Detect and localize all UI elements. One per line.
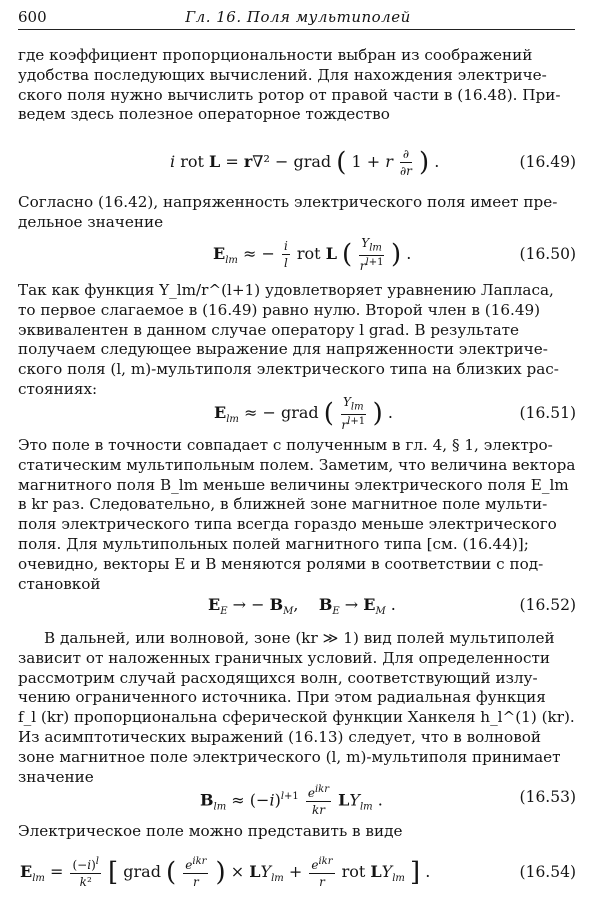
text-line: удобства последующих вычислений. Для нахождения электриче- [18,65,547,84]
text-line: очевидно, векторы E и B меняются ролями в соответствии с под- [18,554,544,573]
text-line: дельное значение [18,212,164,231]
text-line: f_l (kr) пропорциональна сферической функции Ханкеля h_l^(1) (kr). [18,708,575,727]
paragraph-6 [18,822,575,842]
equation-number: (16.53) [519,788,576,806]
text-line: где коэффициент пропорциональности выбран из соображений [18,46,533,64]
equation-number: (16.54) [519,863,576,881]
equation-16-54 [0,852,600,892]
text-line: статическим мультипольным полем. Заметим, что величина вектора [18,455,576,474]
text-line: в kr раз. Следовательно, в ближней зоне магнитное поле мульти- [18,495,548,514]
text-line: получаем следующее выражение для напряженности электриче- [18,340,548,359]
paragraph-5 [18,629,575,787]
equation-16-49 [0,142,600,182]
page-header [18,8,578,30]
text-line: ского поля нужно вычислить ротор от правой части в (16.48). При- [18,85,561,104]
equation-number: (16.49) [519,153,576,171]
formula: $E_{lm}$ ≈ − $\frac{i}{l}$ rot L ( $\frac{Y_{lm}}{r^{l+1}}$ ) . [213,235,412,274]
text-line: поля. Для мультипольных полей магнитного типа [см. (16.44)]; [18,534,529,553]
paragraph-4 [18,436,575,594]
text-line: ведем здесь полезное операторное тождество [18,105,390,124]
text-line: Электрическое поле можно представить в виде [18,822,403,840]
text-line: Из асимптотических выражений (16.13) следует, что в волновой [18,727,542,746]
running-title: Гл. 16. Поля мультиполей [185,8,411,26]
equation-16-52 [0,585,600,625]
formula: $E_E$ → − $B_M$, $B_E \to E_M$ . [208,595,396,618]
text-line: рассмотрим случай расходящихся волн, соответствующий излу- [18,668,538,687]
text-line: В дальней, или волновой, зоне (kr ≫ 1) вид полей мультиполей [44,629,555,647]
formula: $E_{lm}$ = $\frac{(-i)^l}{\text{k²}}$ [ grad ( $\frac{e^{ikr}}{r}$ ) × $LY_{lm}$ + $\frac{e^{ikr}}{r}$ rot $LY_{lm}$ ] . [20,856,431,889]
text-line: поля электрического типа всегда гораздо меньше электрического [18,515,557,534]
text-line: Это поле в точности совпадает с полученным в гл. 4, § 1, электро- [18,436,553,454]
text-line: становкой [18,574,101,593]
header-rule [18,29,575,30]
equation-16-50 [0,234,600,274]
text-line: Так как функция Y_lm/r^(l+1) удовлетворяет уравнению Лапласа, [18,281,554,299]
paragraph-1 [18,46,575,125]
text-line: магнитного поля B_lm меньше величины электрического поля E_lm [18,475,569,494]
formula: i rot L = r∇² − grad ( 1 + r $\frac{\partial}{\partial r}$ ) . [170,147,440,178]
equation-number: (16.50) [519,245,576,263]
equation-16-53 [0,777,600,817]
text-line: стояниях: [18,379,98,398]
formula: $E_{lm}$ ≈ − grad ( $\frac{Y_{lm}}{r^{l+1}}$ ) . [214,394,393,433]
equation-16-51 [0,393,600,433]
text-line: эквивалентен в данном случае оператору l grad. В результате [18,320,520,339]
equation-number: (16.51) [519,404,576,422]
page-number: 600 [18,8,47,26]
paragraph-3 [18,281,575,400]
text-line: зоне магнитное поле электрического (l, m)-мультиполя принимает [18,747,561,766]
text-line: ского поля (l, m)-мультиполя электрического типа на близких рас- [18,360,559,379]
paragraph-2 [18,193,575,233]
text-line: Согласно (16.42), напряженность электрического поля имеет пре- [18,193,558,211]
formula: $B_{lm} \approx (-i)^{l+1}$ $\frac{e^{ikr}}{kr}$ $LY_{lm}$ . [200,784,383,818]
equation-number: (16.52) [519,596,576,614]
text-line: значение [18,767,94,786]
text-line: то первое слагаемое в (16.49) равно нулю. Второй член в (16.49) [18,300,541,319]
text-line: зависит от наложенных граничных условий. Для определенности [18,648,550,667]
text-line: чению ограниченного источника. При этом радиальная функция [18,688,546,707]
